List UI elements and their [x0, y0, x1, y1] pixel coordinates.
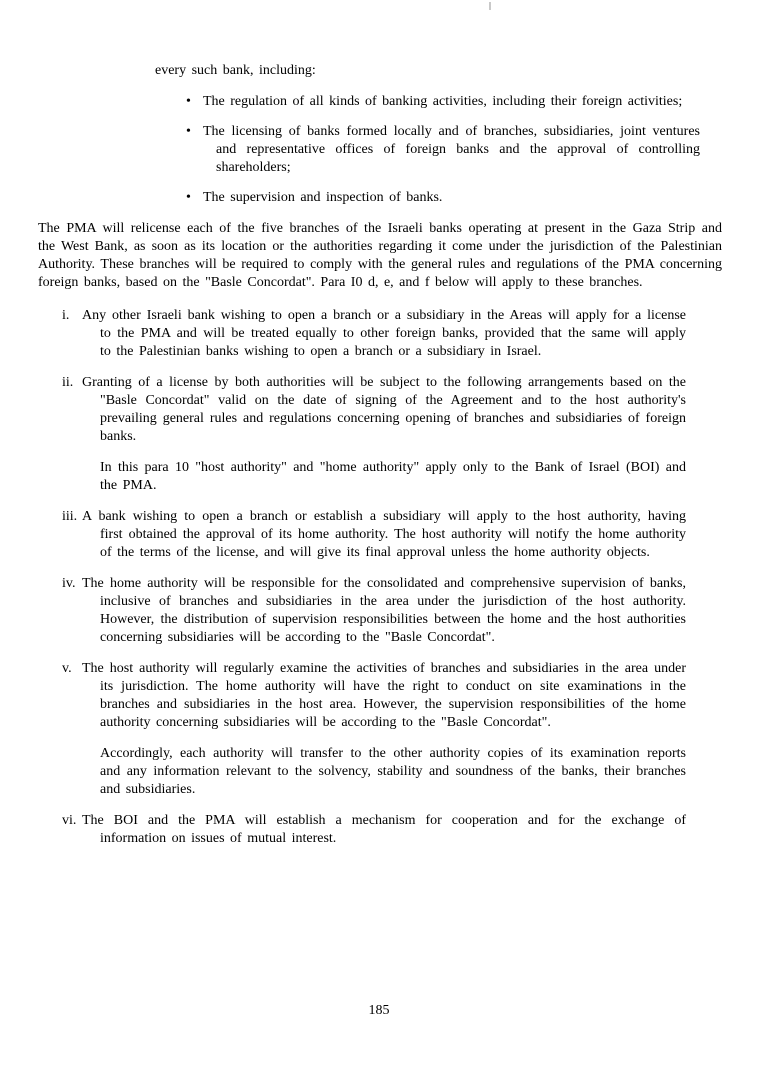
bullet-item [186, 189, 700, 207]
item-text: The home authority will be responsible for the consolidated and comprehensive supervision of banks, inclusive of branches and subsidiaries in the area under the jurisdiction of the host authority. However, the distribution of supervision responsibilities between the home and the host authorities concerning subsidiaries will be according to the "Basle Concordat". [82, 576, 686, 645]
bullet-text: The licensing of banks formed locally and of branches, subsidiaries, joint ventures and representative offices of foreign banks and the approval of controlling shareholders; [203, 124, 700, 175]
list-item-iv [62, 575, 686, 647]
bullet-marker: • [186, 124, 191, 139]
item-text: A bank wishing to open a branch or establish a subsidiary will apply to the host authority, having first obtained the approval of its home authority. The host authority will notify the home authority of the terms of the license, and will give its final approval unless the home authority objects. [82, 509, 686, 560]
item-label: i. [62, 308, 70, 323]
page-number: 185 [368, 1003, 390, 1018]
body-paragraph: The PMA will relicense each of the five branches of the Israeli banks operating at present in the Gaza Strip and the West Bank, as soon as its location or the authorities regarding it come under the jurisdiction of the Palestinian Authority. These branches will be required to comply with the general rules and regulations of the PMA concerning foreign banks, based on the "Basle Concordat". Para I0 d, e, and f below will apply to these branches. [38, 221, 722, 290]
item-text: The host authority will regularly examine the activities of branches and subsidiaries in the area under its jurisdiction. The home authority will have the right to conduct on site examinations in the branches and subsidiaries in the host area. However, the supervision responsibilities of the home authority concerning subsidiaries will be according to the "Basle Concordat". [82, 661, 686, 730]
item-label: iii. [62, 509, 78, 524]
item-label: vi. [62, 813, 77, 828]
list-item-ii [62, 374, 686, 495]
item-label: iv. [62, 576, 76, 591]
list-item-i [62, 307, 686, 361]
item-text: Granting of a license by both authorities will be subject to the following arrangements based on the "Basle Concordat" valid on the date of signing of the Agreement and to the host authority's prevailing general rules and regulations concerning opening of branches and subsidiaries of foreign banks. [82, 375, 686, 444]
scan-artifact [489, 2, 491, 10]
bullet-text: The supervision and inspection of banks. [203, 190, 443, 205]
item-text: Any other Israeli bank wishing to open a branch or a subsidiary in the Areas will apply for a license to the PMA and will be treated equally to other foreign banks, provided that the same will apply to the Palestinian banks wishing to open a branch or a subsidiary in Israel. [82, 308, 686, 359]
bullet-list [186, 93, 700, 207]
bullet-marker: • [186, 190, 191, 205]
item-label: ii. [62, 375, 74, 390]
bullet-item [186, 93, 700, 111]
item-continuation: In this para 10 "host authority" and "home authority" apply only to the Bank of Israel (BOI) and the PMA. [100, 460, 686, 493]
item-label: v. [62, 661, 72, 676]
item-continuation: Accordingly, each authority will transfer to the other authority copies of its examination reports and any information relevant to the solvency, stability and soundness of the banks, their branches and subsidiaries. [100, 746, 686, 797]
bullet-text: The regulation of all kinds of banking activities, including their foreign activities; [203, 94, 683, 109]
intro-line: every such bank, including: [155, 63, 316, 78]
bullet-item [186, 123, 700, 177]
bullet-marker: • [186, 94, 191, 109]
list-item-vi [62, 812, 686, 848]
list-item-iii [62, 508, 686, 562]
list-item-v [62, 660, 686, 799]
item-text: The BOI and the PMA will establish a mechanism for cooperation and for the exchange of information on issues of mutual interest. [82, 813, 686, 846]
numbered-list [38, 307, 686, 848]
